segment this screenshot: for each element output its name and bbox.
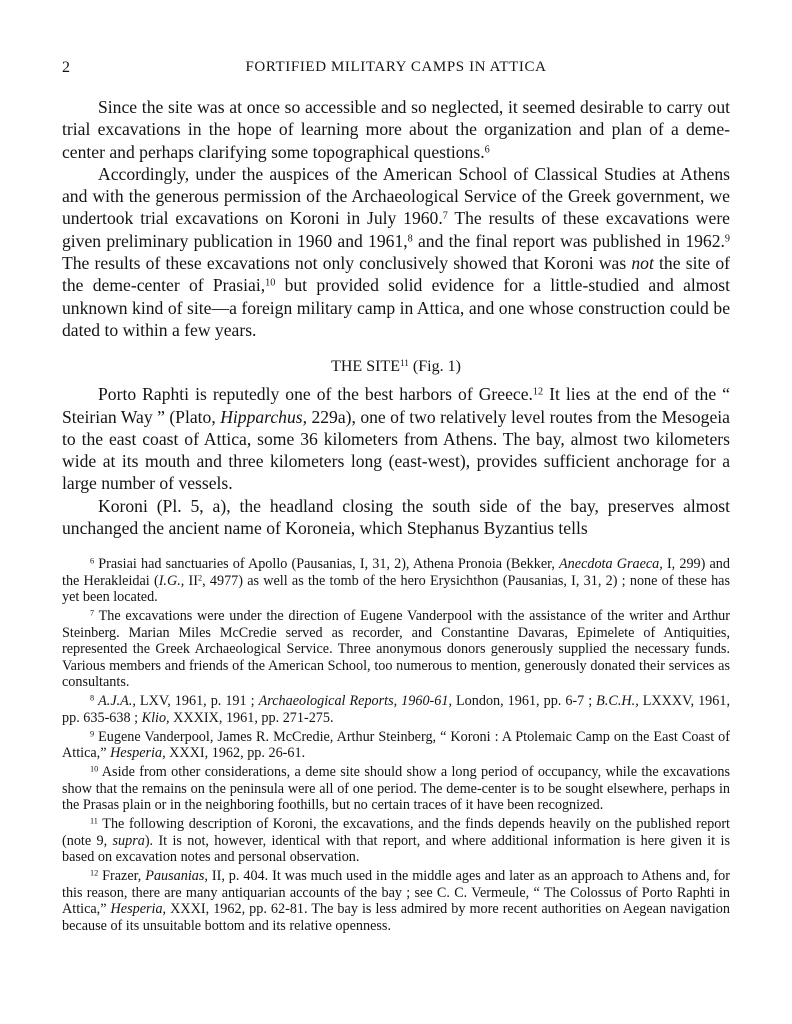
footnote-11 [62,816,730,866]
footnote-ref: 6 [484,143,490,155]
text-run: the site of the deme-center of Prasiai, [62,253,730,296]
footnote-ref: 12 [532,386,544,398]
note-text: The excavations were under the direction of Eugene Vanderpool with the assistance of the writer and Arthur Steinberg. Marian Miles McCredie served as recorder, and Constantine Davaras, Epimelete of Antiquities, represented the Greek Archaeological Service. Three anonymous donors generously supplied the necessary funds. Various members and friends of the American School, too numerous to mention, generously donated their services as consultants. [62,608,730,690]
note-text: XXXI, 1962, pp. 26-61. [165,745,306,761]
text-run: and the final report was published in 1962. [412,230,725,251]
emphasis: Archaeological Reports, 1960-61, [258,693,453,709]
emphasis: Hipparchus, [220,406,308,427]
text-run: The results of these excavations not only conclusively showed that Koroni was [62,253,632,274]
superscript: 2 [198,572,203,582]
footnote-12 [62,868,730,934]
footnote-8 [62,693,730,726]
paragraph-4: Koroni (Pl. 5, a), the headland closing the south side of the bay, preserves almost unchanged the ancient name of Koroneia, which Stephanus Byzantius tells [62,495,730,539]
footnote-ref: 9 [724,233,730,245]
page-header [62,59,730,83]
running-title: FORTIFIED MILITARY CAMPS IN ATTICA [245,59,547,75]
footnote-number: 12 [90,868,99,878]
note-text: London, 1961, pp. 6-7 ; [452,693,597,709]
footnote-ref: 7 [442,210,448,222]
paragraph-2 [62,163,730,341]
emphasis: A.J.A., [98,693,136,709]
emphasis: I.G., [158,572,185,589]
footnote-ref: 10 [265,277,276,289]
note-text: XXXI, 1962, pp. 62-81. The bay is less admired by more recent authorities on Aegean navigation because of its unsuitable bottom and its relative openness. [62,901,730,934]
paragraph-3 [62,383,730,494]
emphasis: Hesperia, [110,901,167,917]
note-text: The following description of Koroni, the excavations, and the finds depends heavily on the published report (note 9, [62,816,731,849]
text-run: The results of these excavations were given preliminary publication in 1960 and 1961, [62,208,730,251]
note-text: Frazer, [102,868,146,884]
footnote-number: 7 [90,608,95,618]
text-run: Accordingly, under the auspices of the American School of Classical Studies at Athens and with the generous permission of the Archaeological Service of the Greek government, we undertook trial excavations on Koroni in July 1960. [62,163,730,229]
footnote-ref: 8 [407,233,413,245]
footnote-7 [62,608,730,691]
note-text: XXXIX, 1961, pp. 271-275. [169,709,334,726]
emphasis: Klio, [141,709,170,726]
heading-text: (Fig. 1) [408,358,461,376]
emphasis: Anecdota Graeca, [559,556,663,572]
emphasis: not [631,253,654,274]
footnote-ref: 11 [399,359,409,370]
footnote-number: 9 [90,728,95,738]
note-text: I, 299) and the Herakleidai ( [62,556,730,589]
text-run: It lies at the end of the “ Steirian Way ” (Plato, [62,384,730,427]
note-text: Prasiai had sanctuaries of Apollo (Pausanias, I, 31, 2), Athena Pronoia (Bekker, [98,556,560,572]
note-text: II, p. 404. It was much used in the middle ages and later as an approach to Athens and, for this reason, there are many antiquarian accounts of the bay ; see C. C. Vermeule, “ The Colossus of Porto Raphti in Attica,” [62,868,730,917]
footnotes [62,556,730,937]
footnote-10 [62,764,730,814]
footnote-number: 8 [90,693,95,703]
note-text: LXV, 1961, p. 191 ; [135,693,259,709]
footnote-6 [62,556,730,606]
text-run: Porto Raphti is reputedly one of the best harbors of Greece. [98,384,533,405]
note-text: II [184,572,198,589]
note-text: Aside from other considerations, a deme site should show a long period of occupancy, while the excavations show that the remains on the peninsula were all of one period. The deme-center is to be sought elsewhere, perhaps in the Prasas plain or in the neighboring foothills, but no certain traces of it have been recognized. [62,764,731,813]
text-run: Since the site was at once so accessible and so neglected, it seemed desirable to carry out trial excavations in the hope of learning more about the organization and plan of a deme-center and perhaps clarifying some topographical questions. [62,97,730,162]
footnote-9 [62,729,730,762]
page-number: 2 [62,59,70,76]
heading-text: THE SITE [331,358,400,376]
note-text: , 4977) as well as the tomb of the hero Erysichthon (Pausanias, I, 31, 2) ; none of these has yet been located. [62,572,730,605]
main-text [62,96,730,539]
emphasis: supra [112,832,145,849]
note-text: LXXXV, 1961, pp. 635-638 ; [62,693,731,726]
paragraph-1 [62,96,730,163]
emphasis: Pausanias, [145,868,208,884]
footnote-number: 10 [90,764,99,774]
emphasis: Hesperia, [110,745,166,761]
note-text: Eugene Vanderpool, James R. McCredie, Arthur Steinberg, “ Koroni : A Ptolemaic Camp on the East Coast of Attica,” [62,728,731,761]
footnote-number: 6 [90,556,95,566]
text-run: but provided solid evidence for a little-studied and almost unknown kind of site—a foreign military camp in Attica, and one whose construction could be dated to within a few years. [62,275,730,340]
text-run: 229a), one of two relatively level routes from the Mesogeia to the east coast of Attica, some 36 kilometers from Athens. The bay, almost two kilometers wide at its mouth and three kilometers long (east-west), provides sufficient anchorage for a large number of vessels. [62,406,730,494]
emphasis: B.C.H., [596,693,639,709]
note-text: ). It is not, however, identical with that report, and where additional information is here given it is based on excavation notes and personal observation. [62,832,730,865]
section-heading [62,357,730,377]
footnote-number: 11 [90,816,98,826]
